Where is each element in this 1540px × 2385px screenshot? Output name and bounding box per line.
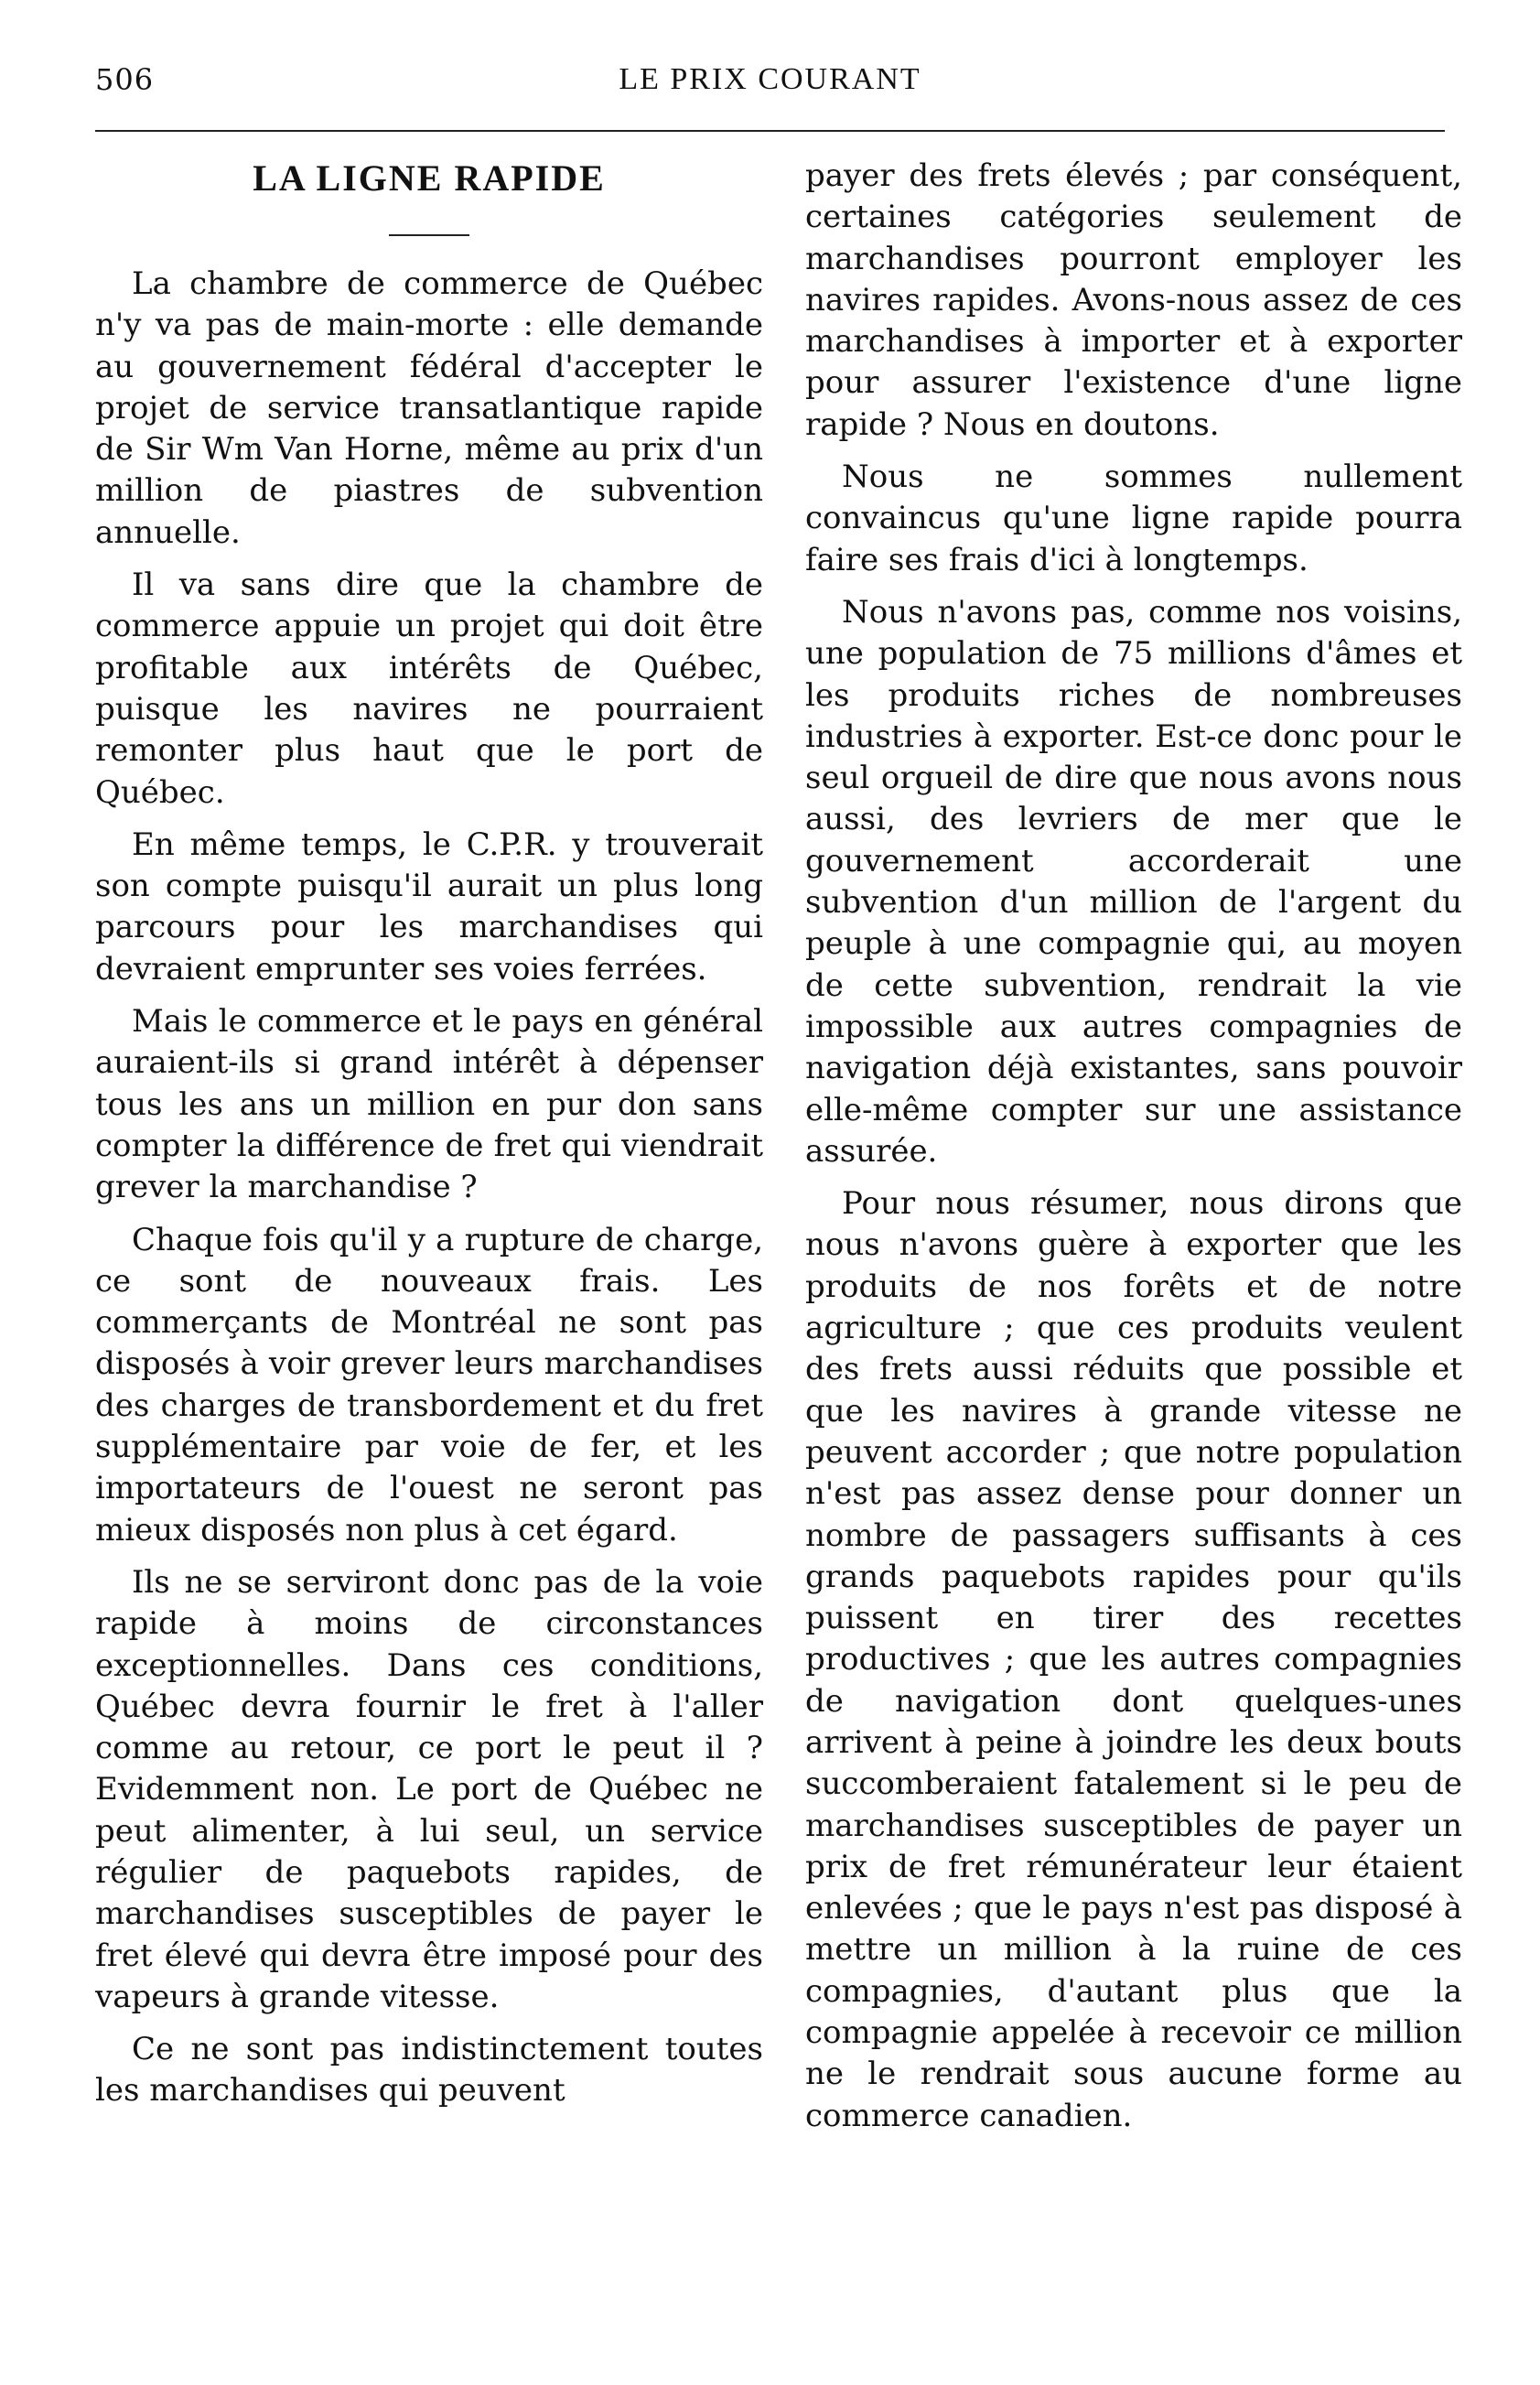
paragraph-8: Nous ne sommes nullement convaincus qu'une ligne rapide pourra faire ses frais d'ici à longtemps. (805, 459, 1462, 578)
title-rule (389, 234, 469, 236)
article-title: LA LIGNE RAPIDE (253, 157, 606, 199)
paragraph-6: Ils ne se serviront donc pas de la voie rapide à moins de circonstances exceptionnelles. Dans ces conditions, Québec devra fournir le fret à l'aller comme au retour, ce port le peut il ? Evidemment non. Le port de Québec ne peut alimenter, à lui seul, un service régulier de paquebots rapides, de marchandises susceptibles de payer le fret élevé qui devra être imposé pour des vapeurs à grande vitesse. (95, 1563, 763, 2015)
paragraph-9: Nous n'avons pas, comme nos voisins, une population de 75 millions d'âmes et les produits riches de nombreuses industries à exporter. Est-ce donc pour le seul orgueil de dire que nous avons nous aussi, des levriers de mer que le gouvernement accorderait une subvention d'un million de l'argent du peuple à une compagnie qui, au moyen de cette subvention, rendrait la vie impossible aux autres compagnies de navigation déjà existantes, sans pouvoir elle-même compter sur une assistance assurée. (805, 593, 1462, 1170)
paragraph-4: Mais le commerce et le pays en général auraient-ils si grand intérêt à dépenser tous les ans un million en pur don sans compter la différence de fret qui viendrait grever la marchandise ? (95, 1003, 763, 1206)
paragraph-7: Ce ne sont pas indistinctement toutes les marchandises qui peuvent (95, 2031, 763, 2110)
paragraph-7-continued: payer des frets élevés ; par conséquent, certaines catégories seulement de marchandises pourront employer les navires rapides. Avons-nous assez de ces marchandises à importer et à exporter pour assurer l'existence d'une ligne rapide ? Nous en doutons. (805, 157, 1462, 443)
header-rule (95, 130, 1445, 132)
right-column (805, 156, 1462, 2148)
page-header (95, 55, 1445, 110)
paragraph-10: Pour nous résumer, nous dirons que nous n'avons guère à exporter que les produits de nos forêts et de notre agriculture ; que ces produits veulent des frets aussi réduits que possible et que les navires à grande vitesse ne peuvent accorder ; que notre population n'est pas assez dense pour donner un nombre de passagers suffisants à ces grands paquebots rapides pour qu'ils puissent en tirer des recettes productives ; que les autres compagnies de navigation dont quelques-unes arrivent à peine à joindre les deux bouts succomberaient fatalement si le peu de marchandises susceptibles de payer un prix de fret rémunérateur leur étaient enlevées ; que le pays n'est pas disposé à mettre un million à la ruine de ces compagnies, d'autant plus que la compagnie appelée à recevoir ce million ne le rendrait sous aucune forme au commerce canadien. (805, 1185, 1462, 2134)
paragraph-2: Il va sans dire que la chambre de commerce appuie un projet qui doit être profitable aux intérêts de Québec, puisque les navires ne pourraient remonter plus haut que le port de Québec. (95, 567, 763, 811)
paragraph-5: Chaque fois qu'il y a rupture de charge, ce sont de nouveaux frais. Les commerçants de Montréal ne sont pas disposés à voir grever leurs marchandises des charges de transbordement et du fret supplémentaire par voie de fer, et les importateurs de l'ouest ne seront pas mieux disposés non plus à cet égard. (95, 1221, 763, 1549)
paragraph-3: En même temps, le C.P.R. y trouverait son compte puisqu'il aurait un plus long parcours pour les marchandises qui devraient emprunter ses voies ferrées. (95, 826, 763, 987)
left-column (95, 156, 763, 2123)
page-number: 506 (95, 62, 155, 97)
running-title: LE PRIX COURANT (619, 62, 921, 96)
paragraph-1: La chambre de commerce de Québec n'y va pas de main-morte : elle demande au gouvernement fédéral d'accepter le projet de service transatlantique rapide de Sir Wm Van Horne, même au prix d'un million de piastres de subvention annuelle. (95, 265, 763, 551)
